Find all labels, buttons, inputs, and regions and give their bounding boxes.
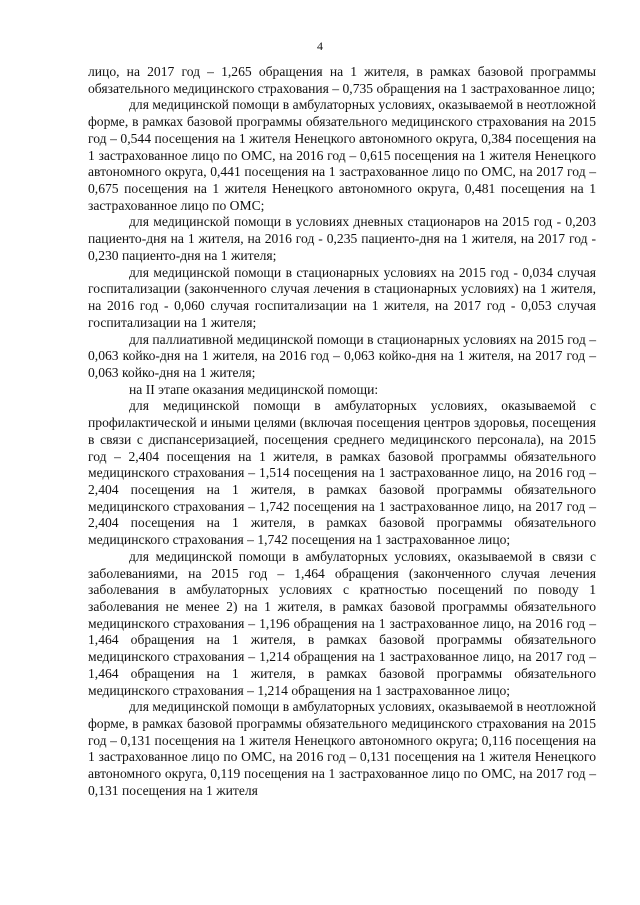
paragraph-palliative: для паллиативной медицинской помощи в стационарных условиях на 2015 год – 0,063 койко-дня на 1 жителя, на 2016 год – 0,063 койко-дня на 1 жителя, на 2017 год – 0,063 койко-дня на 1 жителя; [88,331,596,380]
paragraph-continuation: лицо, на 2017 год – 1,265 обращения на 1 жителя, в рамках базовой программы обязательного медицинского страхования – 0,735 обращения на 1 застрахованное лицо; [88,64,596,96]
page-number: 4 [317,39,323,53]
paragraph-day-hospital: для медицинской помощи в условиях дневных стационаров на 2015 год - 0,203 пациенто-дня на 1 жителя, на 2016 год - 0,235 пациенто-дня на 1 жителя, на 2017 год - 0,230 пациенто-дня на 1 жителя; [88,214,596,263]
paragraph-ambulatory-emergency-stage-two: для медицинской помощи в амбулаторных условиях, оказываемой в неотложной форме, в рамках базовой программы обязательного медицинского страхования на 2015 год – 0,131 посещения на 1 жителя Ненецкого автономного округа; 0,116 посещения на 1 застрахованное лицо по ОМС, на 2016 год – 0,131 посещения на 1 жителя Ненецкого автономного округа, 0,119 посещения на 1 застрахованное лицо по ОМС, на 2017 год – 0,131 посещения на 1 жителя [88,699,596,798]
document-body [88,64,596,800]
paragraph-stage-two-heading: на II этапе оказания медицинской помощи: [129,381,379,397]
paragraph-inpatient: для медицинской помощи в стационарных условиях на 2015 год - 0,034 случая госпитализации (законченного случая лечения в стационарных условиях) на 1 жителя, на 2016 год - 0,060 случая госпитализации на 1 жителя, на 2017 год - 0,053 случая госпитализации на 1 жителя; [88,264,596,330]
paragraph-ambulatory-emergency: для медицинской помощи в амбулаторных условиях, оказываемой в неотложной форме, в рамках базовой программы обязательного медицинского страхования на 2015 год – 0,544 посещения на 1 жителя Ненецкого автономного округа, 0,384 посещения на 1 застрахованное лицо по ОМС, на 2016 год – 0,615 посещения на 1 жителя Ненецкого автономного округа, 0,441 посещения на 1 застрахованное лицо по ОМС, на 2017 год – 0,675 посещения на 1 жителя Ненецкого автономного округа, 0,481 посещения на 1 застрахованное лицо по ОМС; [88,97,596,213]
paragraph-ambulatory-disease: для медицинской помощи в амбулаторных условиях, оказываемой в связи с заболеваниями, на 2015 год – 1,464 обращения (законченного случая лечения заболевания в амбулаторных условиях с кратностью посещений по поводу 1 заболевания не менее 2) на 1 жителя, в рамках базовой программы обязательного медицинского страхования – 1,196 обращения на 1 застрахованное лицо, на 2016 год – 1,464 обращения на 1 жителя, в рамках базовой программы обязательного медицинского страхования – 1,214 обращения на 1 застрахованное лицо, на 2017 год – 1,464 обращения на 1 жителя, в рамках базовой программы обязательного медицинского страхования – 1,214 обращения на 1 застрахованное лицо; [88,548,596,698]
paragraph-ambulatory-preventive: для медицинской помощи в амбулаторных условиях, оказываемой с профилактической и иными целями (включая посещения центров здоровья, посещения в связи с диспансеризацией, посещения среднего медицинского персонала), на 2015 год – 2,404 посещения на 1 жителя, в рамках базовой программы обязательного медицинского страхования – 1,514 посещения на 1 застрахованное лицо, на 2016 год – 2,404 посещения на 1 жителя, в рамках базовой программы обязательного медицинского страхования – 1,742 посещения на 1 застрахованное лицо, на 2017 год – 2,404 посещения на 1 жителя, в рамках базовой программы обязательного медицинского страхования – 1,742 посещения на 1 застрахованное лицо; [88,398,596,548]
